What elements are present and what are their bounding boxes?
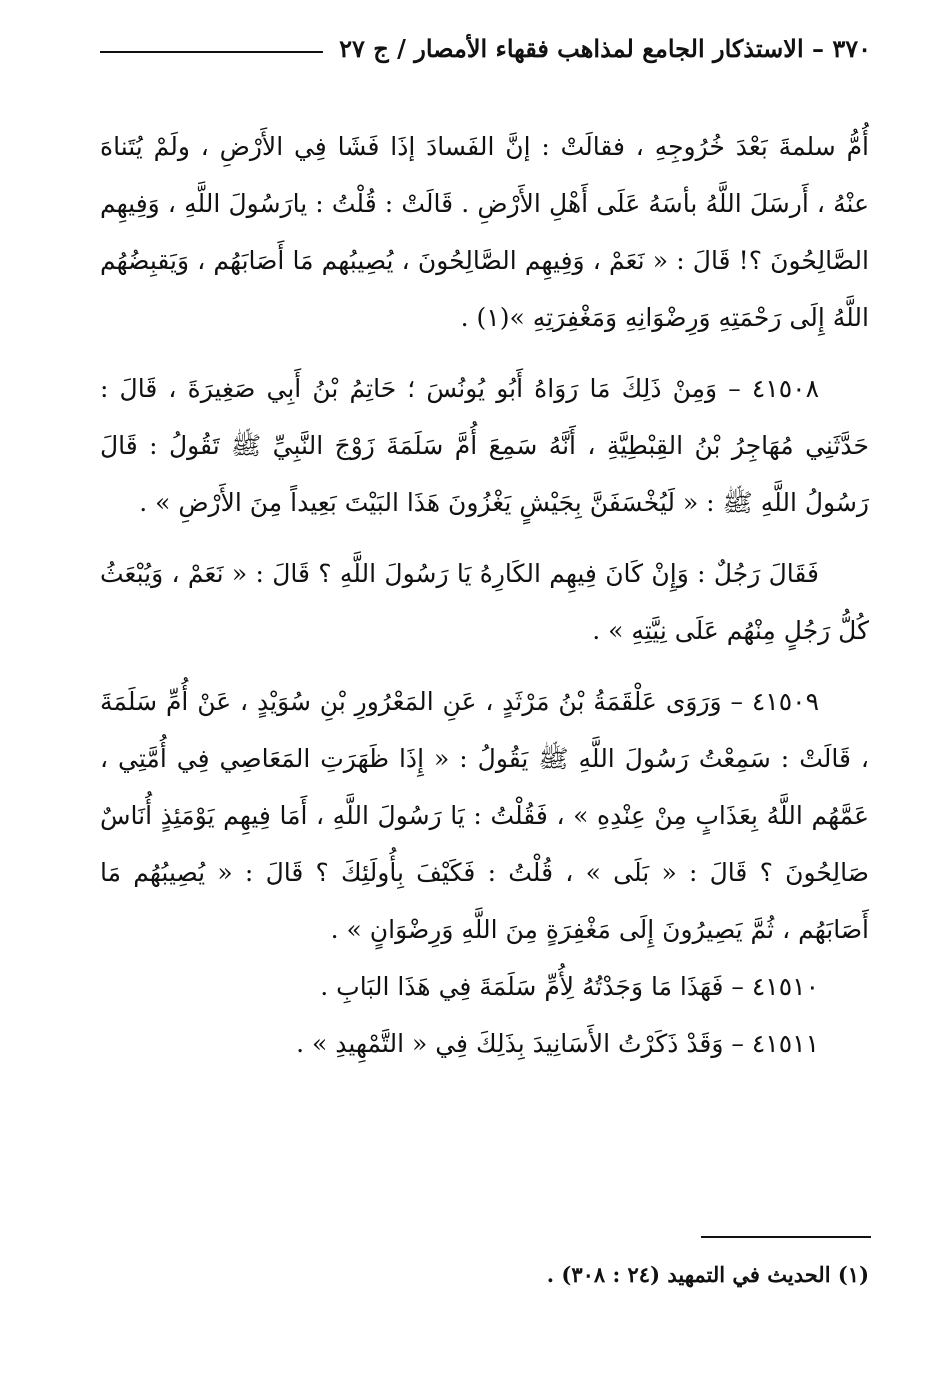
paragraph-continuation: أُمُّ سلمةَ بَعْدَ خُرُوجِهِ ، فقالَتْ : إنَّ الفَسادَ إذَا فَشَا فِي الأَرْضِ ، ولَمْ يُتَناهَ عنْهُ ، أَرسَلَ اللَّهُ بأسَهُ عَلَى أَهْلِ الأَرْضِ . قَالَتْ : قُلْتُ : يارَسُولَ اللَّهِ ، وَفِيهِم الصَّالِحُونَ ؟! قَالَ : « نَعَمْ ، وَفِيهِم الصَّالِحُونَ ، يُصِيبُهم مَا أَصَابَهُم ، وَيَقبِضُهُم اللَّهُ إِلَى رَحْمَتِهِ وَرِضْوَانِهِ وَمَغْفِرَتِهِ »(١) . [100, 132, 869, 332]
paragraph-41508-continued: فَقَالَ رَجُلٌ : وَإِنْ كَانَ فِيهِم الكَارِهُ يَا رَسُولَ اللَّهِ ؟ قَالَ : « نَعَمْ ، وَيُبْعَثُ كُلُّ رَجُلٍ مِنْهُم عَلَى نِيَّتِهِ » . [100, 559, 869, 645]
paragraph-41508: ٤١٥٠٨ – وَمِنْ ذَلِكَ مَا رَوَاهُ أَبُو يُونُسَ ؛ حَاتِمُ بْنُ أَبِي صَغِيرَةَ ، قَالَ : حَدَّثَنِي مُهَاجِرُ بْنُ القِبْطِيَّةِ ، أَنَّهُ سَمِعَ أُمَّ سَلَمَةَ زَوْجَ النَّبِيِّ ﷺ تَقُولُ : قَالَ رَسُولُ اللَّهِ ﷺ : « لَيُخْسَفَنَّ بِجَيْشٍ يَغْزُونَ هَذَا البَيْتَ بَعِيداً مِنَ الأَرْضِ » . [100, 374, 869, 517]
footnote-separator [701, 1236, 871, 1238]
paragraph-41511: ٤١٥١١ – وَقَدْ ذَكَرْتُ الأَسَانِيدَ بِذَلِكَ فِي « التَّمْهِيدِ » . [296, 1029, 819, 1058]
page-header [100, 34, 871, 63]
paragraph-41510: ٤١٥١٠ – فَهَذَا مَا وَجَدْتُهُ لِأُمِّ سَلَمَةَ فِي هَذَا البَابِ . [320, 972, 819, 1001]
main-text [100, 118, 869, 1072]
header-rule [100, 51, 323, 53]
footnote: (١) الحديث في التمهيد (٢٤ : ٣٠٨) . [546, 1262, 869, 1287]
running-title: ٣٧٠ – الاستذكار الجامع لمذاهب فقهاء الأمصار / ج ٢٧ [339, 34, 871, 63]
paragraph-41509: ٤١٥٠٩ – وَرَوَى عَلْقَمَةُ بْنُ مَرْثَدٍ ، عَنِ المَعْرُورِ بْنِ سُوَيْدٍ ، عَنْ أُمِّ سَلَمَةَ ، قَالَتْ : سَمِعْتُ رَسُولَ اللَّهِ ﷺ يَقُولُ : « إِذَا ظَهَرَتِ المَعَاصِي فِي أُمَّتِي ، عَمَّهُم اللَّهُ بِعَذَابٍ مِنْ عِنْدِهِ » ، فَقُلْتُ : يَا رَسُولَ اللَّهِ ، أَمَا فِيهِم يَوْمَئِذٍ أُنَاسٌ صَالِحُونَ ؟ قَالَ : « بَلَى » ، قُلْتُ : فَكَيْفَ بِأُولَئِكَ ؟ قَالَ : « يُصِيبُهُم مَا أَصَابَهُم ، ثُمَّ يَصِيرُونَ إِلَى مَغْفِرَةٍ مِنَ اللَّهِ وَرِضْوَانٍ » . [100, 687, 869, 944]
